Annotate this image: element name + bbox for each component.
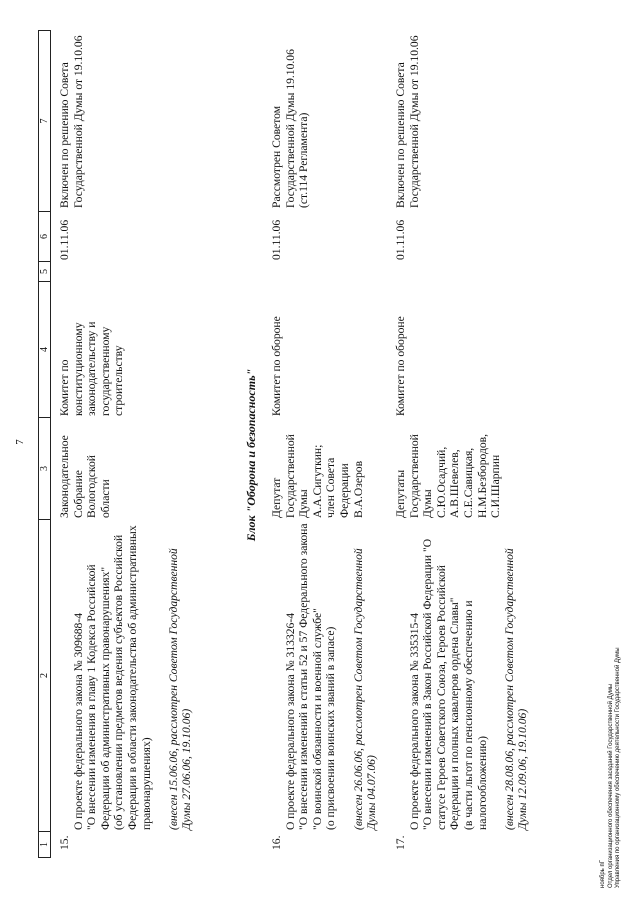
status: Рассмотрен Советом Государственной Думы 19.10.06 (ст.114 Регламента) <box>270 49 311 208</box>
status: Включен по решению Совета Государственной Думы от 19.10.06 <box>394 35 421 208</box>
row-number: 15. <box>58 835 71 850</box>
column-header-7: 7 <box>39 118 50 124</box>
bill-note: (внесен 26.06.06, рассмотрен Советом Государственной Думы 04.07.06) <box>351 548 379 830</box>
footer-line: Управления по организационному обеспечению деятельности Государственной Думы <box>615 647 621 888</box>
bill-title: О проекте федерального закона № 335315-4 "О внесении изменений в Закон Российской Федерации "О статусе Героев Советского Союза, Героев Российской Федерации и полных кавалеров ордена Славы" (в части льгот по пенсионному обеспечению и налогообложению) <box>407 538 489 830</box>
committee: Комитет по обороне <box>270 316 283 416</box>
committee: Комитет по конституционному законодательству и государственному строительству <box>58 321 126 416</box>
footer-line: Отдел организационного обеспечения заседаний Государственной Думы <box>607 683 614 888</box>
date: 01.11.06 <box>394 219 407 260</box>
column-header-3: 3 <box>39 417 50 519</box>
document-footer <box>600 268 623 888</box>
bill-note: (внесен 28.08.06, рассмотрен Советом Государственной Думы 12.09.06, 19.10.06) <box>502 548 530 830</box>
status: Включен по решению Совета Государственной Думы от 19.10.06 <box>58 35 85 208</box>
footer-line: ноябрь пГ <box>600 860 606 888</box>
section-heading: Блок "Оборона и безопасность" <box>244 368 258 542</box>
bill-description <box>58 522 208 830</box>
column-header-2: 2 <box>39 519 50 831</box>
bill-description <box>270 522 392 830</box>
row-number: 17. <box>394 835 407 850</box>
page-number: 7 <box>14 439 26 445</box>
column-header-4: 4 <box>39 281 50 417</box>
committee: Комитет по обороне <box>394 316 407 416</box>
row-number: 16. <box>270 835 283 850</box>
column-header-5: 5 <box>39 261 50 281</box>
initiator: Депутат Государственной Думы А.А.Сигуткин; член Совета Федерации В.А.Озеров <box>270 434 365 518</box>
bill-description <box>394 522 544 830</box>
initiator: Депутаты Государственной Думы С.Ю.Осадчий, А.В.Шевелев, С.Е.Савицкая, Н.М.Безбородов, С.И.Шарпин <box>394 433 503 518</box>
initiator: Законодательное Собрание Вологодской области <box>58 435 112 518</box>
date: 01.11.06 <box>270 219 283 260</box>
bill-title: О проекте федерального закона № 309688-4 "О внесении изменения в главу 1 Кодекса Российской Федерации об административных правонарушениях" (об установлении предметов ведения субъектов Российской Федерации в области законодательства об административных правонарушениях) <box>71 525 153 830</box>
column-header-6: 6 <box>39 211 50 261</box>
date: 01.11.06 <box>58 219 71 260</box>
bill-note: (внесен 15.06.06, рассмотрен Советом Государственной Думы 27.06.06, 19.10.06) <box>166 548 194 830</box>
column-number-header <box>38 30 51 858</box>
column-header-1: 1 <box>39 831 50 857</box>
bill-title: О проекте федерального закона № 313326-4 "О внесении изменений в статьи 52 и 57 Федерального закона "О воинской обязанности и военной службе" (о присвоении воинских званий в запасе) <box>283 523 338 830</box>
